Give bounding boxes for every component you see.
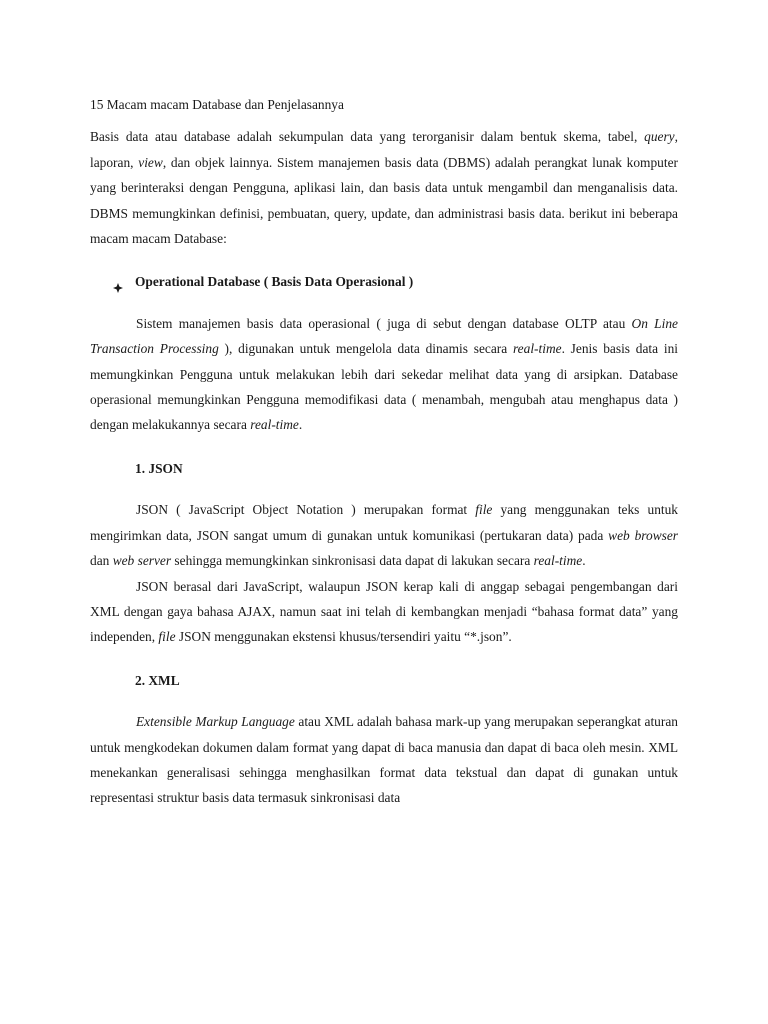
- xml-paragraph: Extensible Markup Language atau XML adalah bahasa mark-up yang merupakan seperangkat aturan untuk mengkodekan dokumen dalam format yang dapat di baca manusia dan dapat di baca oleh mesin. XML menekankan generalisasi sehingga menghasilkan format data tekstual dan dapat di gunakan untuk representasi struktur basis data termasuk sinkronisasi data: [90, 714, 678, 806]
- italic-run: On Line Transaction Processing: [90, 315, 678, 357]
- document-page: [90, 92, 678, 811]
- italic-run: Extensible Markup Language: [136, 714, 295, 730]
- document-title: 15 Macam macam Database dan Penjelasannya: [90, 97, 344, 112]
- italic-run: real-time: [250, 417, 299, 433]
- json-paragraph-2: JSON berasal dari JavaScript, walaupun JSON kerap kali di anggap sebagai pengembangan dari XML dengan gaya bahasa AJAX, namun saat ini telah di kembangkan menjadi “bahasa format data” yang independen, file JSON menggunakan ekstensi khusus/tersendiri yaitu “*.json”.: [90, 578, 678, 645]
- italic-run: web browser: [608, 527, 678, 543]
- json-paragraph-1: JSON ( JavaScript Object Notation ) merupakan format file yang menggunakan teks untuk mengirimkan data, JSON sangat umum di gunakan untuk komunikasi (pertukaran data) pada web browser dan web server sehingga memungkinkan sinkronisasi data dapat di lakukan secara real-time.: [90, 502, 679, 569]
- italic-run: query: [644, 129, 675, 145]
- json-heading: 1. JSON: [135, 460, 183, 476]
- section-heading-text: Operational Database ( Basis Data Operasional ): [135, 274, 414, 290]
- italic-run: real-time: [512, 341, 562, 357]
- italic-run: file: [475, 502, 493, 518]
- italic-run: view: [138, 154, 163, 170]
- operational-paragraph: Sistem manajemen basis data operasional ( juga di sebut dengan database OLTP atau On Line Transaction Processing ), digunakan untuk mengelola data dinamis secara real-time. Jenis basis data ini memungkinkan Pengguna untuk melakukan lebih dari sekedar melihat data yang di arsipkan. Database operasional memungkinkan Pengguna memodifikasi data ( menambah, mengubah atau menghapus data ) dengan melakukannya secara real-time.: [90, 315, 678, 433]
- diamond-bullet-icon: [113, 276, 123, 286]
- italic-run: file: [158, 629, 176, 645]
- intro-paragraph: Basis data atau database adalah sekumpulan data yang terorganisir dalam bentuk skema, tabel, query, laporan, view, dan objek lainnya. Sistem manajemen basis data (DBMS) adalah perangkat lunak komputer yang berinteraksi dengan Pengguna, aplikasi lain, dan basis data untuk mengambil dan menganalisis data. DBMS memungkinkan definisi, pembuatan, query, update, dan administrasi basis data. berikut ini beberapa macam macam Database:: [90, 129, 678, 247]
- italic-run: real-time: [533, 553, 583, 569]
- section-heading-operational: [113, 269, 678, 294]
- xml-heading: 2. XML: [135, 672, 180, 688]
- italic-run: web server: [112, 553, 172, 569]
